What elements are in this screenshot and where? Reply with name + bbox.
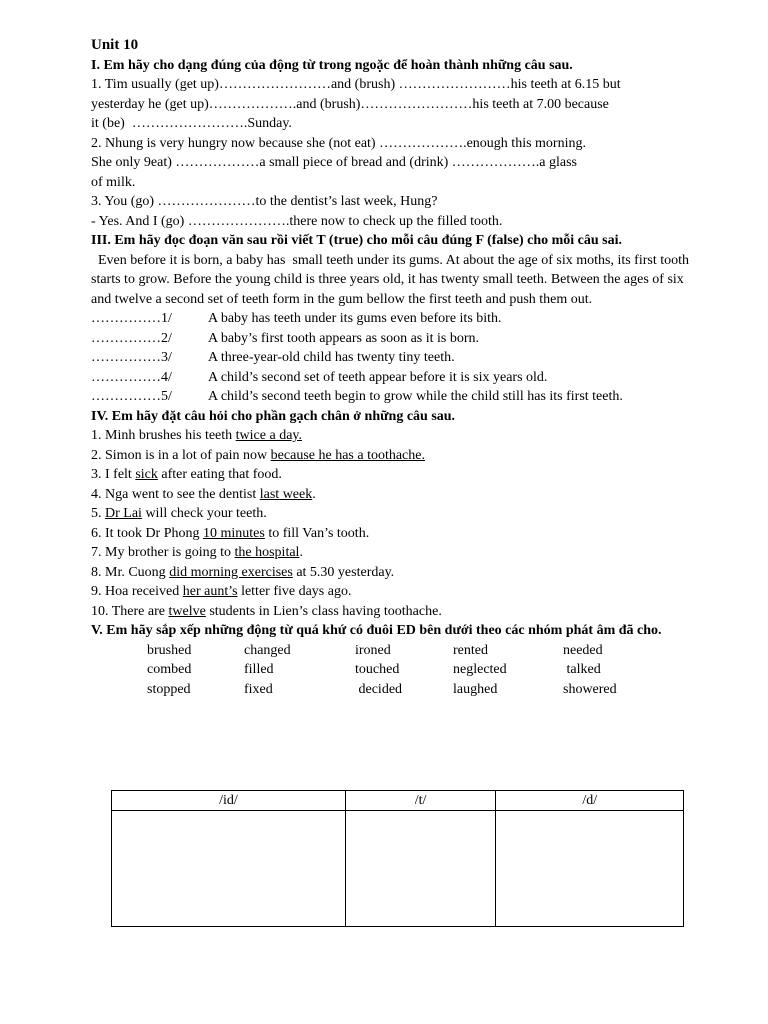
underlined-part: the hospital [234, 545, 300, 560]
question-item [91, 524, 691, 544]
underlined-part: twice a day. [235, 428, 302, 443]
verb: showered [563, 681, 617, 697]
question-item [91, 426, 691, 446]
verb-list [147, 641, 691, 700]
q-text: 7. My brother is going to [91, 545, 235, 560]
q-text: at 5.30 yesterday. [292, 564, 395, 580]
question-list [91, 426, 691, 621]
tf-blank: ……………5/ [91, 389, 172, 404]
question-item [91, 602, 691, 622]
verb-row [147, 680, 691, 700]
section-3-heading: III. Em hãy đọc đoạn văn sau rồi viết T (true) cho mỗi câu đúng F (false) cho mỗi câu sai. [91, 233, 622, 248]
q-text: students in Lien’s class having toothache. [205, 603, 442, 619]
s1-line: it (be) …………………….Sunday. [91, 116, 292, 131]
verb: brushed [147, 642, 192, 658]
question-item [91, 446, 691, 466]
verb: needed [563, 642, 603, 658]
tf-statement: A child’s second set of teeth appear before it is six years old. [208, 369, 548, 385]
verb: combed [147, 662, 192, 677]
s1-line: 2. Nhung is very hungry now because she (not eat) ……………….enough this morning. [91, 135, 586, 151]
underlined-part: her aunt’s [182, 584, 238, 599]
q-text: 5. [91, 506, 105, 521]
verb: ironed [355, 642, 391, 658]
tf-item [91, 329, 691, 349]
verb: rented [453, 642, 488, 658]
verb: fixed [244, 681, 273, 697]
table-header-row [112, 791, 684, 811]
q-text: . [299, 545, 303, 560]
section-1-heading: I. Em hãy cho dạng đúng của động từ trong ngoặc để hoàn thành những câu sau. [91, 57, 573, 73]
tf-item [91, 309, 691, 329]
answer-cell-t[interactable] [345, 811, 496, 927]
question-item [91, 485, 691, 505]
verb-row [147, 641, 691, 661]
tf-item [91, 348, 691, 368]
underlined-part: did morning exercises [169, 564, 293, 580]
q-text: letter five days ago. [237, 584, 352, 599]
q-text: 4. Nga went to see the dentist [91, 486, 260, 502]
underlined-part: because he has a toothache. [270, 447, 425, 463]
s1-line: 3. You (go) …………………to the dentist’s last week, Hung? [91, 194, 438, 209]
underlined-part: Dr Lai [105, 506, 142, 521]
pronunciation-table [111, 790, 684, 927]
q-text: 2. Simon is in a lot of pain now [91, 447, 271, 463]
underlined-part: twelve [168, 603, 206, 619]
s1-line: She only 9eat) ………………a small piece of bread and (drink) ……………….a glass [91, 155, 578, 170]
q-text: 9. Hoa received [91, 584, 183, 599]
q-text: . [312, 486, 316, 502]
reading-passage: Even before it is born, a baby has small teeth under its gums. At about the age of six moths, its first tooth starts to grow. Before the young child is three years old, it has twenty small teeth. Between the ages of six and twelve a second set of teeth form in the gum bellow the first teeth and push them out. [91, 252, 693, 307]
section-4-heading: IV. Em hãy đặt câu hỏi cho phần gạch chân ở những câu sau. [91, 408, 456, 424]
tf-blank: ……………4/ [91, 369, 172, 385]
s1-line: 1. Tim usually (get up)……………………and (brush) ……………………his teeth at 6.15 but [91, 77, 621, 92]
verb: filled [244, 662, 274, 677]
verb-row [147, 660, 691, 680]
answer-cell-id[interactable] [112, 811, 346, 927]
true-false-list [91, 309, 691, 407]
tf-blank: ……………2/ [91, 330, 172, 346]
s1-line: yesterday he (get up)……………….and (brush)……………………his teeth at 7.00 because [91, 96, 609, 112]
verb: laughed [453, 681, 498, 697]
q-text: will check your teeth. [141, 506, 267, 521]
tf-item [91, 368, 691, 388]
question-item [91, 465, 691, 485]
worksheet [91, 36, 691, 699]
tf-blank: ……………1/ [91, 311, 172, 326]
tf-blank: ……………3/ [91, 350, 172, 365]
underlined-part: last week [259, 486, 313, 502]
verb: changed [244, 642, 291, 658]
section-5-heading: V. Em hãy sắp xếp những động từ quá khứ có đuôi ED bên dưới theo các nhóm phát âm đã cho. [91, 623, 662, 638]
header-d: /d/ [496, 791, 684, 811]
verb: decided [355, 681, 403, 697]
header-t: /t/ [345, 791, 496, 811]
q-text: 8. Mr. Cuong [91, 564, 170, 580]
tf-item [91, 387, 691, 407]
q-text: 3. I felt [91, 467, 136, 482]
tf-statement: A baby has teeth under its gums even before its bith. [208, 311, 502, 326]
verb: touched [355, 662, 400, 677]
q-text: after eating that food. [157, 467, 282, 482]
question-item [91, 582, 691, 602]
section-1-body [91, 75, 691, 231]
verb: neglected [453, 662, 507, 677]
s1-line: - Yes. And I (go) ………………….there now to check up the filled tooth. [91, 213, 503, 229]
question-item [91, 543, 691, 563]
q-text: to fill Van’s tooth. [264, 525, 370, 541]
table-answer-row [112, 811, 684, 927]
question-item [91, 563, 691, 583]
verb: talked [563, 662, 601, 677]
answer-cell-d[interactable] [496, 811, 684, 927]
q-text: 1. Minh brushes his teeth [91, 428, 236, 443]
underlined-part: 10 minutes [203, 525, 265, 541]
q-text: 10. There are [91, 603, 169, 619]
tf-statement: A child’s second teeth begin to grow while the child still has its first teeth. [208, 389, 623, 404]
tf-statement: A baby’s first tooth appears as soon as it is born. [208, 330, 480, 346]
tf-statement: A three-year-old child has twenty tiny teeth. [208, 350, 455, 365]
header-id: /id/ [112, 791, 346, 811]
s1-line: of milk. [91, 174, 136, 190]
underlined-part: sick [135, 467, 158, 482]
unit-title: Unit 10 [91, 37, 139, 53]
verb: stopped [147, 681, 191, 697]
q-text: 6. It took Dr Phong [91, 525, 203, 541]
question-item [91, 504, 691, 524]
